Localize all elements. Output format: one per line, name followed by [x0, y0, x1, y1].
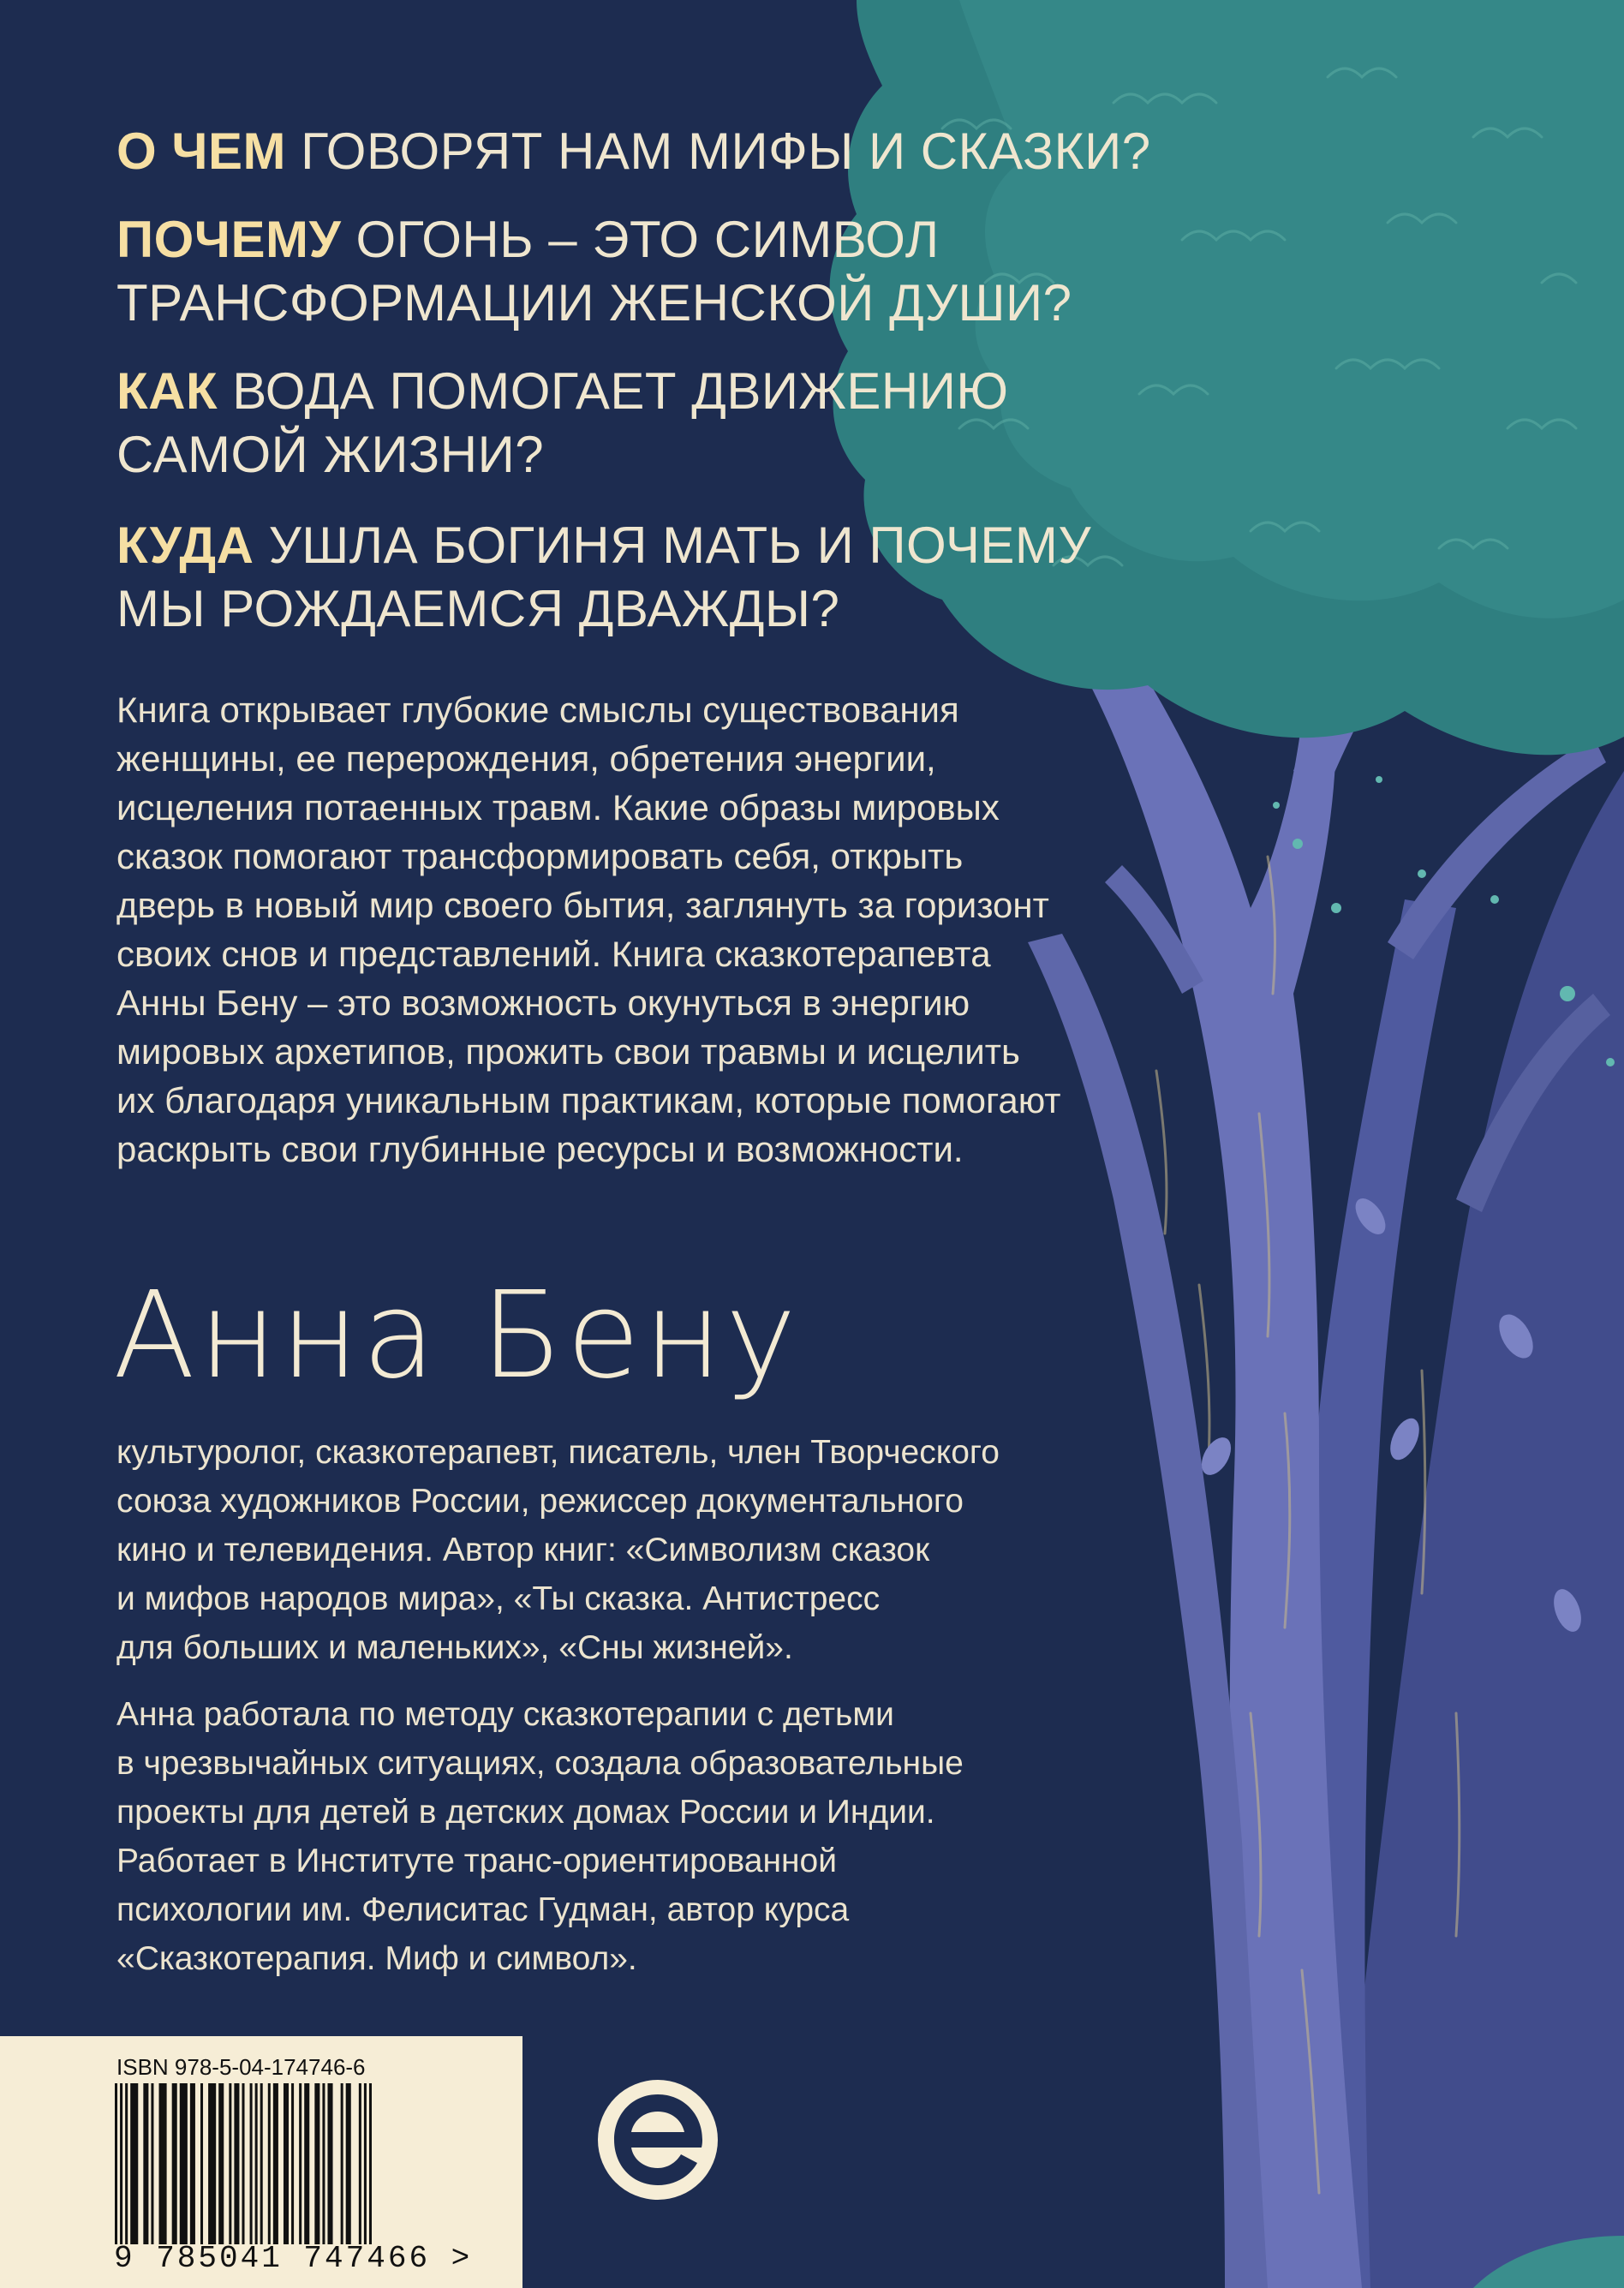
- barcode-bar: [250, 2083, 253, 2244]
- question-2-text-line-2: ТРАНСФОРМАЦИИ ЖЕНСКОЙ ДУШИ?: [116, 274, 1072, 332]
- barcode-icon: [115, 2083, 372, 2244]
- author-name: Анна Бену: [113, 1266, 800, 1406]
- question-2: [116, 208, 1072, 335]
- question-4: [116, 514, 1091, 641]
- barcode-bar: [200, 2083, 203, 2244]
- barcode-bar: [255, 2083, 258, 2244]
- barcode-bar: [172, 2083, 177, 2244]
- question-1-text: ГОВОРЯТ НАМ МИФЫ И СКАЗКИ?: [286, 122, 1151, 180]
- barcode-bar: [346, 2083, 351, 2244]
- bio-line: культуролог, сказкотерапевт, писатель, член Творческого: [116, 1434, 1000, 1471]
- barcode-bar: [151, 2083, 153, 2244]
- question-3: [116, 360, 1009, 487]
- barcode-bar: [242, 2083, 244, 2244]
- barcode-bar: [322, 2083, 325, 2244]
- barcode-bar: [130, 2083, 138, 2244]
- bio-line: проекты для детей в детских домах России и Индии.: [116, 1794, 935, 1831]
- barcode-bar: [143, 2083, 148, 2244]
- description-line: дверь в новый мир своего бытия, заглянуть за горизонт: [116, 885, 1049, 925]
- question-4-text-line-2: МЫ РОЖДАЕМСЯ ДВАЖДЫ?: [116, 580, 840, 637]
- barcode-bar: [291, 2083, 294, 2244]
- question-4-keyword: КУДА: [116, 517, 254, 574]
- question-2-keyword: ПОЧЕМУ: [116, 211, 342, 268]
- isbn-label: ISBN 978-5-04-174746-6: [116, 2054, 366, 2080]
- barcode-bar: [159, 2083, 167, 2244]
- question-1: [116, 120, 1151, 183]
- barcode-digits: 9 785041 747466 >: [114, 2241, 473, 2276]
- description-line: Книга открывает глубокие смыслы существования: [116, 690, 959, 730]
- book-description: [116, 685, 1333, 1174]
- barcode-bar: [208, 2083, 216, 2244]
- barcode-bar: [304, 2083, 309, 2244]
- description-line: сказок помогают трансформировать себя, открыть: [116, 836, 964, 876]
- bio-line: союза художников России, режиссер документального: [116, 1483, 964, 1520]
- barcode-bar: [314, 2083, 319, 2244]
- description-line: их благодаря уникальным практикам, которые помогают: [116, 1080, 1061, 1120]
- barcode-bar: [260, 2083, 263, 2244]
- description-line: своих снов и представлений. Книга сказкотерапевта: [116, 934, 991, 974]
- description-line: Анны Бену – это возможность окунуться в энергию: [116, 983, 970, 1023]
- question-1-keyword: О ЧЕМ: [116, 122, 286, 180]
- bio-line: психологии им. Фелиситас Гудман, автор курса: [116, 1891, 850, 1928]
- question-3-text-line-2: САМОЙ ЖИЗНИ?: [116, 426, 545, 483]
- barcode-bar: [218, 2083, 224, 2244]
- description-line: женщины, ее перерождения, обретения энергии,: [116, 738, 936, 779]
- description-line: исцеления потаенных травм. Какие образы мировых: [116, 787, 1000, 827]
- barcode-bar: [180, 2083, 188, 2244]
- barcode-bar: [234, 2083, 239, 2244]
- barcode-bar: [115, 2083, 117, 2244]
- bio-line: Работает в Институте транс-ориентированной: [116, 1843, 838, 1879]
- barcode-bar: [369, 2083, 372, 2244]
- question-3-text-line-1: ВОДА ПОМОГАЕТ ДВИЖЕНИЮ: [218, 362, 1009, 420]
- author-bio: [116, 1428, 1299, 1672]
- barcode-bar: [341, 2083, 343, 2244]
- description-line: раскрыть свои глубинные ресурсы и возможности.: [116, 1129, 964, 1169]
- barcode-bar: [273, 2083, 278, 2244]
- barcode-bar: [229, 2083, 231, 2244]
- barcode-bar: [120, 2083, 122, 2244]
- description-line: мировых архетипов, прожить свои травмы и исцелить: [116, 1031, 1020, 1072]
- author-bio-work: [116, 1690, 1299, 1983]
- barcode-bar: [190, 2083, 195, 2244]
- barcode-bar: [284, 2083, 289, 2244]
- barcode-bar: [299, 2083, 302, 2244]
- barcode-bar: [125, 2083, 128, 2244]
- question-4-text-line-1: УШЛА БОГИНЯ МАТЬ И ПОЧЕМУ: [254, 517, 1092, 574]
- bio-line: для больших и маленьких», «Сны жизней».: [116, 1629, 793, 1666]
- barcode-bar: [359, 2083, 361, 2244]
- barcode-bar: [327, 2083, 332, 2244]
- bio-line: в чрезвычайных ситуациях, создала образовательные: [116, 1745, 964, 1782]
- barcode-bar: [268, 2083, 271, 2244]
- bio-line: Анна работала по методу сказкотерапии с детьми: [116, 1696, 894, 1733]
- question-3-keyword: КАК: [116, 362, 218, 420]
- bio-line: «Сказкотерапия. Миф и символ».: [116, 1940, 637, 1977]
- publisher-logo-icon: [594, 2076, 722, 2204]
- bio-line: кино и телевидения. Автор книг: «Символизм сказок: [116, 1532, 930, 1568]
- bio-line: и мифов народов мира», «Ты сказка. Антистресс: [116, 1580, 881, 1617]
- barcode-bar: [364, 2083, 367, 2244]
- question-2-text-line-1: ОГОНЬ – ЭТО СИМВОЛ: [341, 211, 940, 268]
